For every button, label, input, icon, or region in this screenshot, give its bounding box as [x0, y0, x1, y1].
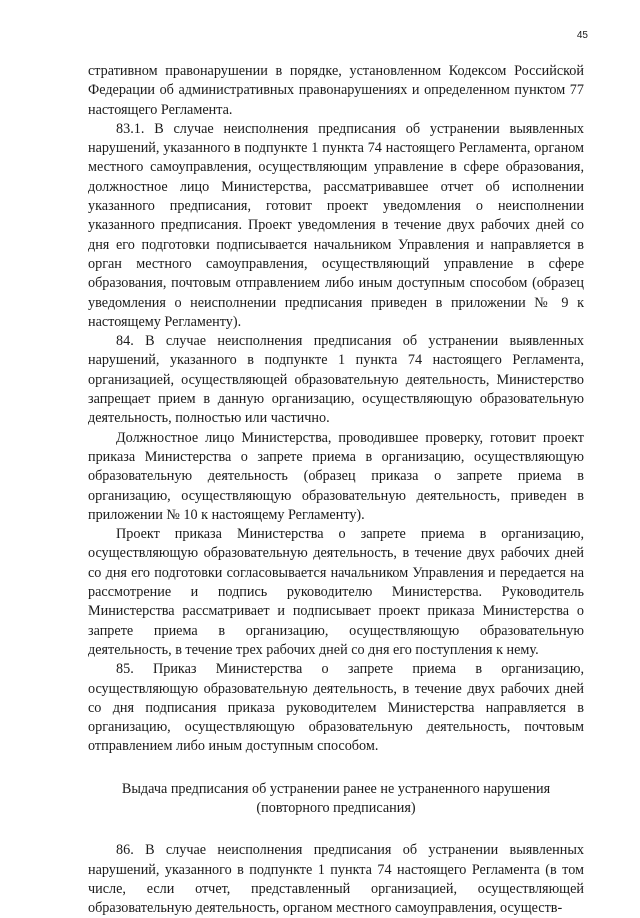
section-heading: [88, 780, 584, 819]
paragraph-86: 86. В случае неисполнения предписания об устранении выявленных нарушений, указанного в подпункте 1 пункта 74 настоящего Регламента (в том числе, если отчет, представленный организацией, осуществляющей образовательную деятельность, органом местного самоуправления, осуществ-: [88, 842, 584, 917]
section-heading-line2: (повторного предписания): [256, 799, 416, 816]
paragraph-84-draft-order: Должностное лицо Министерства, проводившее проверку, готовит проект приказа Министерства о запрете приема в организацию, осуществляющую образовательную деятельность (образец приказа о запрете приема в организацию, осуществляющую образовательную деятельность, приведен в приложении № 10 к настоящему Регламенту).: [88, 429, 584, 523]
paragraph-85: 85. Приказ Министерства о запрете приема в организацию, осуществляющую образовательную деятельность, в течение двух рабочих дней со дня подписания приказа руководителем Министерства направляется в организацию, осуществляющую образовательную деятельность, почтовым отправлением либо иным доступным способом.: [88, 661, 584, 755]
section-heading-line1: Выдача предписания об устранении ранее не устраненного нарушения: [121, 780, 551, 797]
paragraph-84: 84. В случае неисполнения предписания об устранении выявленных нарушений, указанного в подпункте 1 пункта 74 настоящего Регламента, организацией, осуществляющей образовательную деятельность, Министерство запрещает прием в данную организацию, осуществляющую образовательную деятельность, полностью или частично.: [88, 333, 584, 427]
paragraph-83-1: 83.1. В случае неисполнения предписания об устранении выявленных нарушений, указанного в подпункте 1 пункта 74 настоящего Регламента, органом местного самоуправления, осуществляющим управление в сфере образования, должностное лицо Министерства, рассматривавшее отчет об исполнении указанного предписания, готовит проект уведомления о неисполнении указанного предписания. Проект уведомления в течение двух рабочих дней со дня его подготовки подписывается начальником Управления и направляется в орган местного самоуправления, осуществляющий управление в сфере образования, почтовым отправлением либо иным доступным способом (образец уведомления о неисполнении предписания приведен в приложении № 9 к настоящему Регламенту).: [88, 120, 584, 330]
paragraph-continuation: стративном правонарушении в порядке, установленном Кодексом Российской Федерации об административных правонарушениях и определенном пунктом 77 настоящего Регламента.: [88, 63, 584, 118]
document-body: [88, 62, 584, 918]
page-number: 45: [576, 30, 588, 41]
paragraph-84-approval: Проект приказа Министерства о запрете приема в организацию, осуществляющую образовательную деятельность, в течение двух рабочих дней со дня его подготовки согласовывается начальником Управления и передается на рассмотрение и подпись руководителю Министерства. Руководитель Министерства рассматривает и подписывает проект приказа Министерства о запрете приема в организацию, осуществляющую образовательную деятельность, в течение трех рабочих дней со дня его поступления к нему.: [88, 526, 584, 658]
